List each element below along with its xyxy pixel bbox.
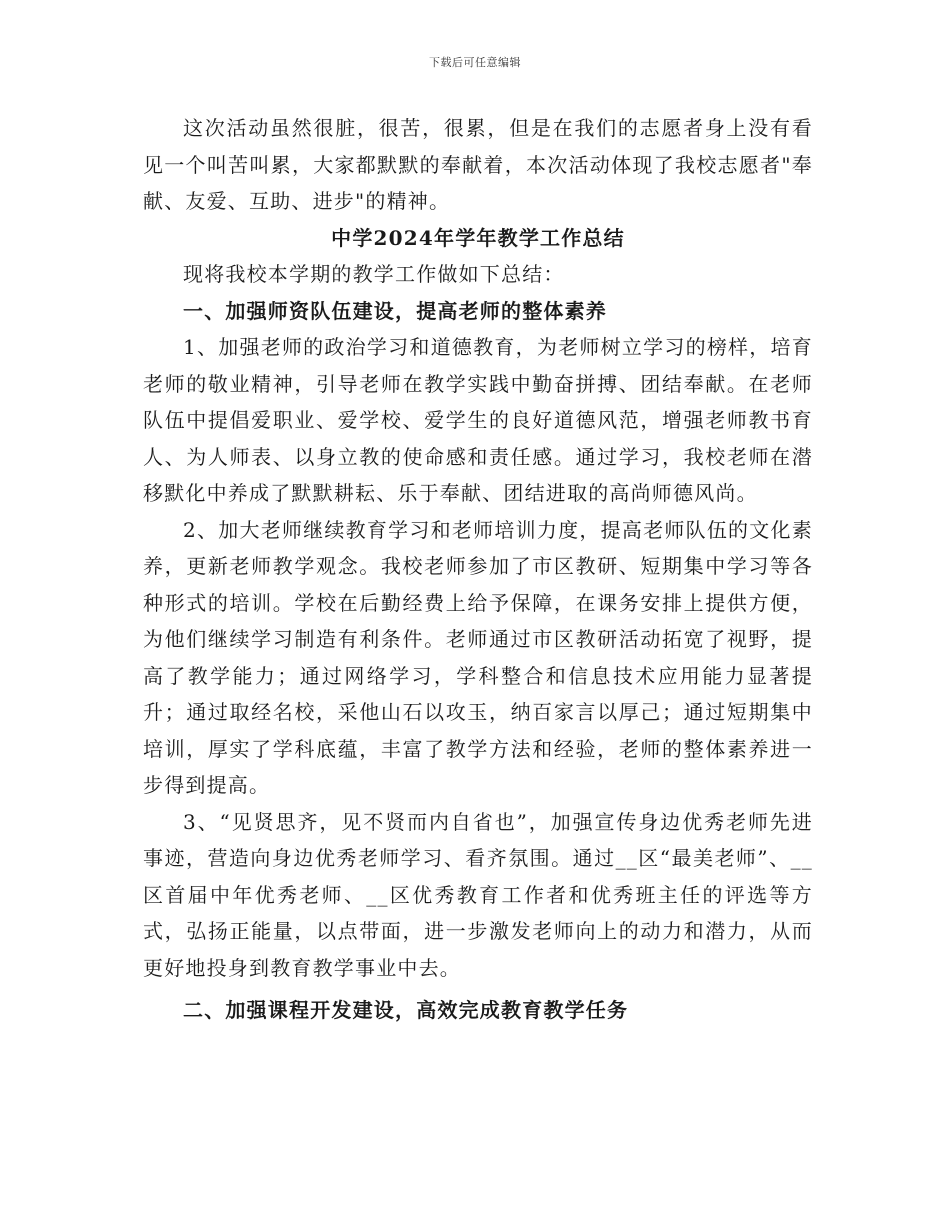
section-heading-2: 二、加强课程开发建设，高效完成教育教学任务 [183,998,629,1022]
intro-paragraph: 这次活动虽然很脏，很苦，很累，但是在我们的志愿者身上没有看见一个叫苦叫累，大家都默默的奉献着，本次活动体现了我校志愿者"奉献、友爱、互助、进步"的精神。 [143,116,813,213]
section1-paragraph-3: 3、“见贤思齐，见不贤而内自省也”，加强宣传身边优秀老师先进事迹，营造向身边优秀老师学习、看齐氛围。通过__区“最美老师”、__区首届中年优秀老师、__区优秀教育工作者和优秀班主任的评选等方式，弘扬正能量，以点带面，进一步激发老师向上的动力和潜力，从而更好地投身到教育教学事业中去。 [143,809,813,980]
section1-paragraph-1: 1、加强老师的政治学习和道德教育，为老师树立学习的榜样，培育老师的敬业精神，引导老师在教学实践中勤奋拼搏、团结奉献。在老师队伍中提倡爱职业、爱学校、爱学生的良好道德风范，增强老师教书育人、为人师表、以身立教的使命感和责任感。通过学习，我校老师在潜移默化中养成了默默耕耘、乐于奉献、团结进取的高尚师德风尚。 [143,335,813,505]
section-heading-1: 一、加强师资队伍建设，提高老师的整体素养 [183,298,607,323]
document-body [143,110,813,1029]
page-header: 下载后可任意编辑 [429,56,521,69]
document-title: 中学2024年学年教学工作总结 [331,225,625,250]
opening-paragraph: 现将我校本学期的教学工作做如下总结： [183,262,565,286]
section1-paragraph-2: 2、加大老师继续教育学习和老师培训力度，提高老师队伍的文化素养，更新老师教学观念。我校老师参加了市区教研、短期集中学习等各种形式的培训。学校在后勤经费上给予保障，在课务安排上提供方便，为他们继续学习制造有利条件。老师通过市区教研活动拓宽了视野，提高了教学能力；通过网络学习，学科整合和信息技术应用能力显著提升；通过取经名校，采他山石以攻玉，纳百家言以厚己；通过短期集中培训，厚实了学科底蕴，丰富了教学方法和经验，老师的整体素养进一步得到提高。 [143,517,813,797]
